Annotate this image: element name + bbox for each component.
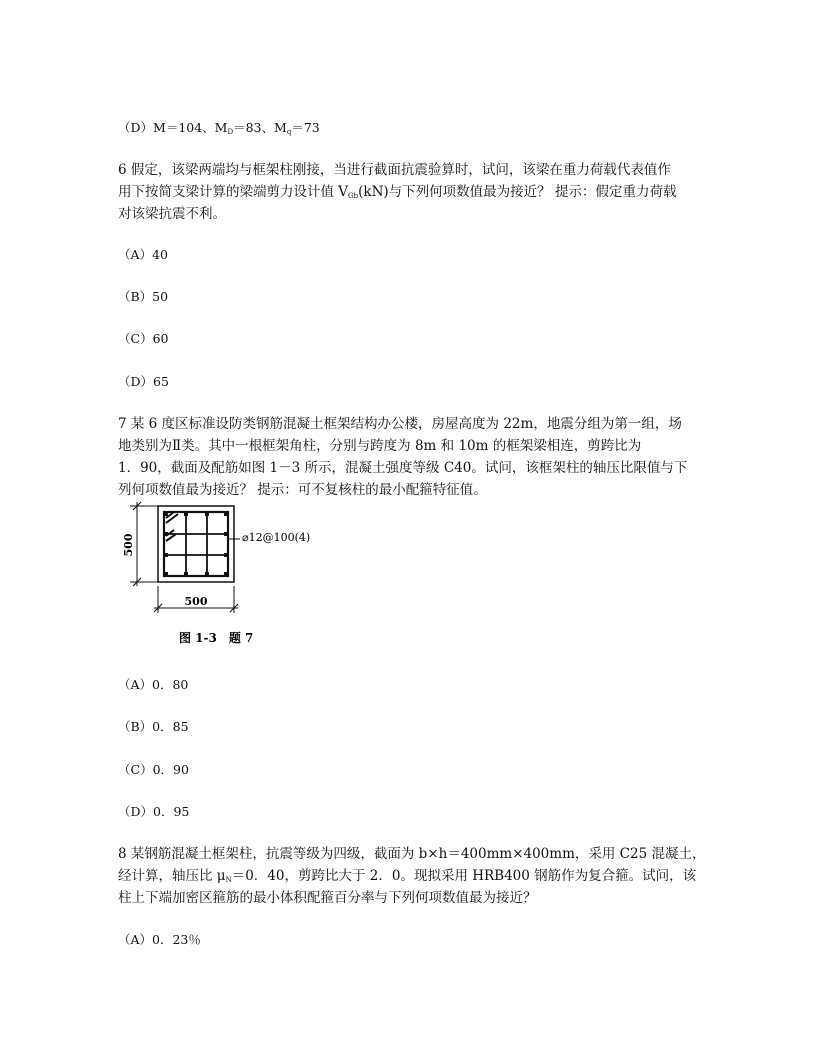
column-section-figure [122,500,342,650]
q8-option-a: （A）0．23％ [118,932,201,947]
q7-option-d: （D）0．95 [118,804,190,819]
dim-vertical-label: 500 [122,533,135,557]
q8-text-line3: 柱上下端加密区箍筋的最小体积配箍百分率与下列何项数值最为接近？ [118,890,537,906]
rebar-label: ⌀12@100(4) [242,531,311,544]
q7-text-line3: 1．90，截面及配筋如图 1－3 所示，混凝土强度等级 C40。试问，该框架柱的轴压比限值与下 [118,460,688,476]
q7-option-b: （B）0．85 [118,719,189,734]
q8-text-line2: 经计算，轴压比 $\mu_N=0$．40，剪跨比大于 2．0。现拟采用 HRB400 钢筋作为复合箍。试问，该 [118,868,697,884]
q6-option-a: （A）40 [118,247,168,262]
q6-text-line1: 6 假定，该梁两端均与框架柱刚接，当进行截面抗震验算时，试问，该梁在重力荷载代表值作 [118,162,671,178]
q6-option-d: （D）65 [118,374,169,389]
dim-horizontal-label: 500 [184,595,208,608]
q6-text-line2: 用下按简支梁计算的梁端剪力设计值 $V_{Gb}(kN)$与下列何项数值最为接近？ 提示：假定重力荷载 [118,184,677,200]
q7-text-line4: 列何项数值最为接近？ 提示：可不复核柱的最小配箍特征值。 [118,482,487,498]
q6-text-line3: 对该梁抗震不利。 [118,206,226,222]
q7-text-line2: 地类别为Ⅱ类。其中一根框架角柱，分别与跨度为 8m 和 10m 的框架梁相连，剪跨比为 [118,438,642,454]
q7-text-line1: 7 某 6 度区标准设防类钢筋混凝土框架结构办公楼，房屋高度为 22m，地震分组为第一组，场 [118,416,682,432]
figure-caption: 图 1-3 题 7 [179,631,254,645]
option-d-prev: （D）M＝104、$M_D=83$、$M_q=73$ [118,120,320,136]
column-section [158,506,234,582]
q7-option-a: （A）0．80 [118,677,189,692]
q8-text-line1: 8 某钢筋混凝土框架柱，抗震等级为四级，截面为 b×h＝400mm×400mm，采用 C25 混凝土， [118,846,706,862]
q6-option-c: （C）60 [118,331,169,346]
q6-option-b: （B）50 [118,289,169,304]
q7-option-c: （C）0．90 [118,762,189,777]
